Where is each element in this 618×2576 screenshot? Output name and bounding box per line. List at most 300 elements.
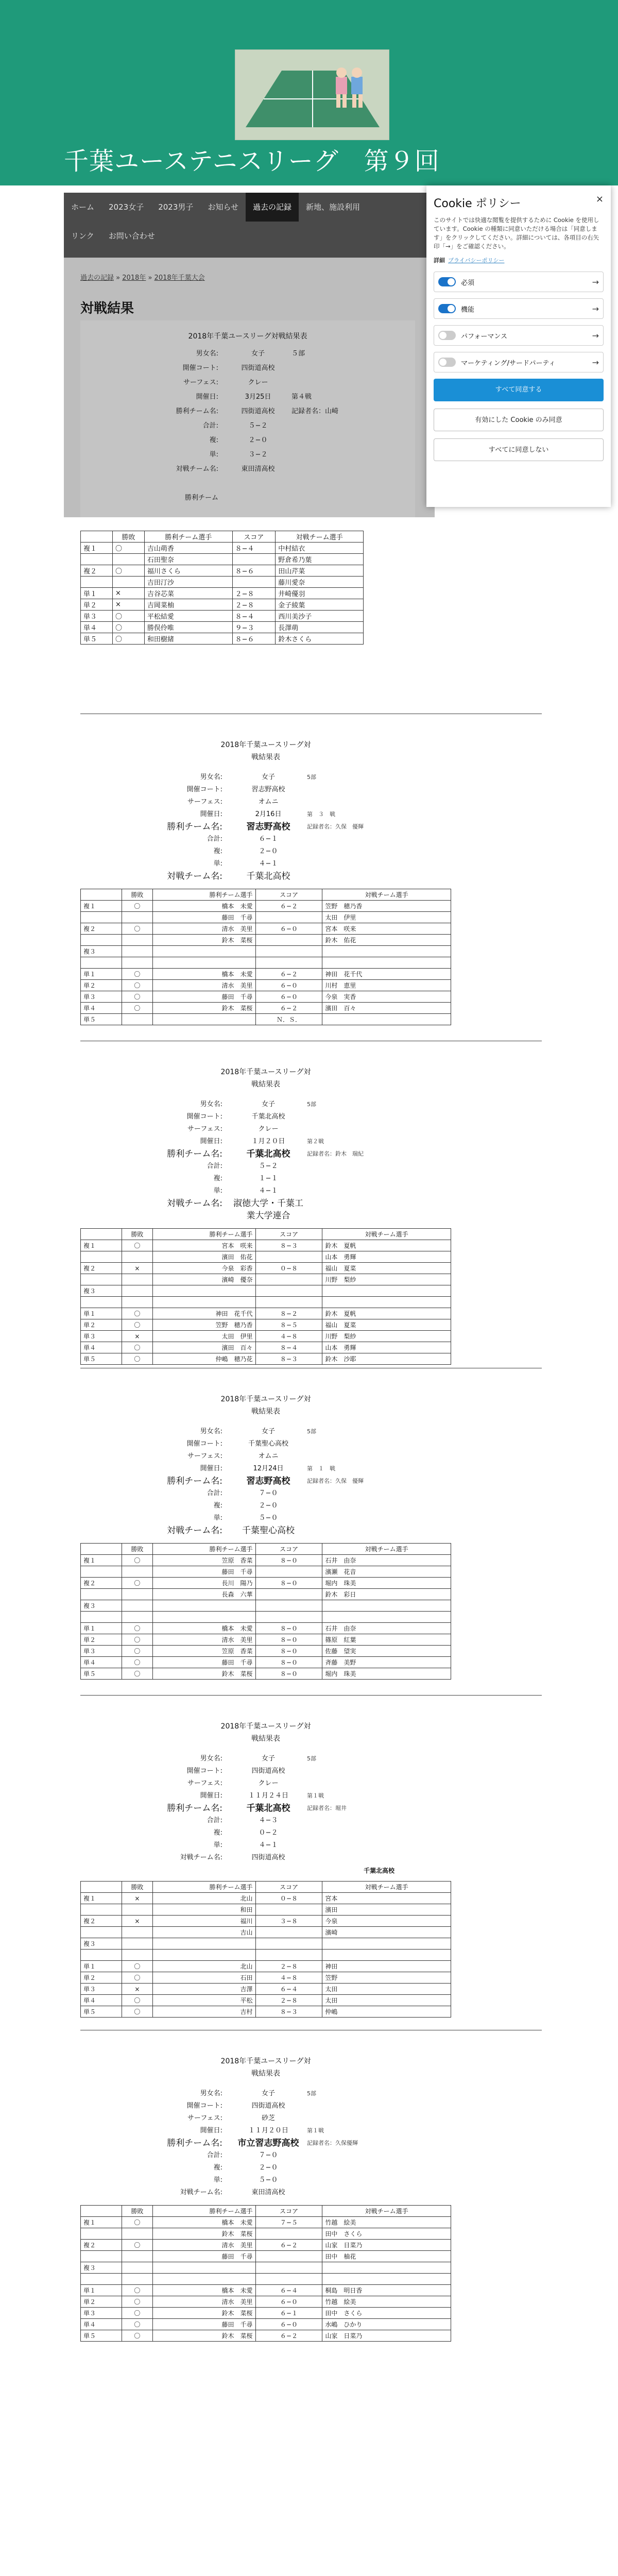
match-info-label: サーフェス: [187,1780,222,1787]
table-cell: Ｎ．Ｓ． [255,1014,322,1025]
match-info-label: サーフェス: [187,798,222,806]
accept-all-button[interactable]: すべて同意する [434,379,604,401]
match-info-value: ４−１ [259,1841,278,1849]
table-row [81,1612,451,1623]
cookie-toggle[interactable] [438,358,456,367]
match-info-row [80,2187,451,2199]
table-cell [152,1600,255,1612]
match-table [80,1881,451,2018]
match-info-value: 女子 [261,1755,275,1762]
match-info-row [80,1524,451,1537]
match-info-note: 第 １ 戦 [307,1465,335,1472]
table-cell: 〇 [122,1668,152,1680]
match-info-value: 東田清高校 [251,2189,285,2196]
table-header: 勝利チーム選手 [152,2206,255,2217]
table-row [81,1566,451,1578]
table-cell: 福川さくら [144,565,232,577]
table-cell: 単２ [81,1634,122,1646]
nav-item-contact[interactable]: お問い合わせ [108,231,155,241]
table-cell [122,1927,152,1938]
table-header [81,1229,122,1240]
match-info-note: 記録者名：久保 優輝 [307,823,364,830]
nav-item-facilities[interactable]: 新地、施設利用 [305,202,360,212]
table-cell: 太田 [322,1995,451,2006]
table-cell [81,1950,122,1961]
table-cell: 金子綾葉 [276,599,364,611]
table-cell: 山家 日菜乃 [322,2330,451,2342]
cookie-toggle[interactable] [438,331,456,340]
match-info-value: ５−０ [259,1514,278,1522]
table-cell: 〇 [122,2308,152,2319]
nav-item-links[interactable]: リンク [71,231,94,241]
table-cell: 〇 [122,1961,152,1972]
match-result [80,1066,451,1365]
table-cell: 〇 [122,2285,152,2296]
table-cell [152,1950,255,1961]
site-title[interactable]: 千葉ユーステニスリーグ 第９回 [64,147,440,176]
table-cell: 単４ [81,2319,122,2330]
table-cell [81,1566,122,1578]
table-cell: 鈴木 菜桜 [152,2228,255,2240]
table-cell: 清水 美里 [152,2296,255,2308]
table-cell [322,946,451,957]
table-cell: ４−８ [255,1331,322,1342]
table-cell [255,1600,322,1612]
table-cell [232,554,276,565]
table-cell: 単３ [81,1331,122,1342]
table-header [81,1882,122,1893]
table-cell: 単１ [81,2285,122,2296]
table-cell [122,1274,152,1285]
table-cell [255,1297,322,1308]
table-cell: 今泉 実香 [322,991,451,1003]
table-cell: 清水 美里 [152,980,255,991]
table-cell: 吉岡菜柚 [144,599,232,611]
cookie-category[interactable] [434,352,604,372]
table-cell [255,1904,322,1916]
table-cell: 単４ [81,622,113,633]
table-cell: × [122,1331,152,1342]
table-header: スコア [255,889,322,901]
table-cell: 単５ [81,1014,122,1025]
match-info-label: サーフェス: [187,1125,222,1133]
breadcrumb-item[interactable]: 過去の記録 [80,274,114,282]
match-info-label: 開催日: [200,1465,222,1472]
summary-note: 記録者名：山崎 [291,408,339,415]
table-cell: 複３ [81,1938,122,1950]
summary-label: 男女名: [196,350,218,358]
table-header-row [81,889,451,901]
table-row [81,554,364,565]
table-cell: 〇 [122,1308,152,1319]
nav-item-2023-women[interactable]: 2023女子 [109,202,144,212]
table-header: スコア [255,1882,322,1893]
table-cell [122,2251,152,2262]
table-row [81,2217,451,2228]
table-cell: 野倉希乃葉 [276,554,364,565]
match-info-value: １月２０日 [251,1138,285,1145]
table-cell [255,2251,322,2262]
table-cell: 北山 [152,1961,255,1972]
table-cell: 太田 伊里 [322,912,451,923]
match-table [80,889,451,1025]
match-info-value: ７−０ [259,1489,278,1497]
table-cell: 鈴木 沙耶 [322,1353,451,1365]
table-cell: 川野 梨紗 [322,1331,451,1342]
match-info-value: 市立習志野高校 [237,2138,299,2148]
table-cell: 鈴木 菜桜 [152,2308,255,2319]
table-cell [255,1612,322,1623]
table-cell: ６−４ [255,1984,322,1995]
close-icon[interactable]: × [595,194,604,205]
table-cell: 斉藤 美野 [322,1657,451,1668]
table-cell [122,2262,152,2274]
table-cell: 〇 [122,901,152,912]
match-info-row [80,1500,451,1512]
match-info-value: 千葉聖心高校 [248,1440,288,1448]
table-cell: ０−８ [255,1893,322,1904]
table-cell [152,1014,255,1025]
match-result [80,2056,451,2342]
table-cell [122,1566,152,1578]
arrow-right-icon[interactable]: → [592,303,599,314]
table-header: 対戦チーム選手 [322,2206,451,2217]
match-info-label: 複: [213,2164,222,2172]
match-info-label: 男女名: [200,2090,222,2097]
table-cell: 単４ [81,1342,122,1353]
table-row [81,1240,451,1251]
match-info-note: 5部 [307,2090,316,2097]
table-cell [81,1589,122,1600]
table-cell: 笠原 香菜 [152,1555,255,1566]
table-row [81,1319,451,1331]
table-cell [255,912,322,923]
match-info-note: 第１戦 [307,2127,324,2134]
table-cell [255,2274,322,2285]
table-cell: 複２ [81,2240,122,2251]
table-row [81,1578,451,1589]
reject-all-button[interactable]: すべてに同意しない [434,438,604,461]
match-subtitle: 戦結果表 [251,2070,280,2078]
match-info-label: 単: [213,1514,222,1522]
match-info-label: サーフェス: [187,1452,222,1460]
summary-note: ５部 [291,350,305,358]
table-row [81,1916,451,1927]
match-info-value: 2月16日 [255,810,282,818]
summary-value: 女子 [251,350,265,358]
match-result [80,739,451,1025]
table-cell: ８−０ [255,1668,322,1680]
table-cell [322,957,451,969]
site-logo[interactable] [235,49,389,140]
table-cell: 複１ [81,1555,122,1566]
match-info-row [80,1173,451,1185]
match-info-note: 5部 [307,774,316,781]
table-cell: 宮本 咲来 [322,923,451,935]
table-cell: × [122,1263,152,1274]
table-cell: 藤田 千尋 [152,1657,255,1668]
table-cell: 平松 [152,1995,255,2006]
table-cell: 〇 [122,969,152,980]
table-row [81,1950,451,1961]
table-cell [122,1589,152,1600]
summary-label: 単: [209,451,218,459]
summary-note [291,421,394,431]
match-info-row [80,1790,451,1802]
match-table [80,1228,451,1365]
match-info-note [307,1450,436,1463]
table-row [81,1927,451,1938]
match-info-label: 単: [213,1187,222,1195]
table-cell: 〇 [122,2296,152,2308]
match-info-row [80,1765,451,1777]
cookie-toggle[interactable] [438,304,456,313]
table-cell: 長澤萌 [276,622,364,633]
match-info-row [80,833,451,845]
cookie-category[interactable] [434,298,604,319]
table-cell: 複１ [81,543,113,554]
table-cell [152,1938,255,1950]
table-cell: 桐島 明日香 [322,2285,451,2296]
summary-row [152,364,394,373]
summary-note [291,450,394,460]
table-cell: 〇 [122,1342,152,1353]
table-cell: ８−０ [255,1578,322,1589]
summary-value: 東田清高校 [241,465,275,473]
match-title: 2018年千葉ユースリーグ対 [220,1395,311,1403]
table-header-row [81,1544,451,1555]
match-info-note [307,845,436,858]
table-header: スコア [255,1544,322,1555]
match-info-value: クレー [258,1125,279,1133]
match-title: 2018年千葉ユースリーグ対 [220,1722,311,1731]
table-cell [255,1927,322,1938]
match-info-label: 勝利チーム名: [167,822,222,832]
table-cell: 鈴木 佑花 [322,935,451,946]
match-info-note [307,858,436,870]
match-info-row [80,2162,451,2174]
table-cell: ６−２ [255,969,322,980]
table-cell: 川村 恵里 [322,980,451,991]
table-cell [152,1612,255,1623]
table-cell: ３−８ [255,1916,322,1927]
table-cell [255,946,322,957]
summary-row [152,378,394,387]
match-info-row [80,2149,451,2162]
table-cell: 吉澤 [152,1984,255,1995]
accept-selected-button[interactable]: 有効にした Cookie のみ同意 [434,409,604,431]
summary-value: 四街道高校 [241,364,275,372]
match-info-value: 四街道高校 [251,1767,285,1775]
table-cell [152,2262,255,2274]
table-row [81,2319,451,2330]
match-info-label: サーフェス: [187,2114,222,2122]
match-info-value: ２−０ [259,1502,278,1510]
match-info-value: ４−１ [259,1187,278,1195]
match-info-value: 12月24日 [253,1465,284,1472]
match-info-row [80,1827,451,1839]
table-cell: 〇 [122,991,152,1003]
table-row [81,1331,451,1342]
table-header: スコア [255,2206,322,2217]
table-row [81,1263,451,1274]
table-cell: 〇 [122,1657,152,1668]
match-info-label: 男女名: [200,1100,222,1108]
table-header [81,2206,122,2217]
table-cell [255,1285,322,1297]
cookie-category[interactable] [434,272,604,292]
match-info-label: 複: [213,1502,222,1510]
arrow-right-icon[interactable]: → [592,357,599,367]
table-cell: 複２ [81,1578,122,1589]
match-info-row [80,2100,451,2112]
table-cell [322,1297,451,1308]
table-cell [255,935,322,946]
match-info-label: 勝利チーム名: [167,1476,222,1486]
cookie-category[interactable] [434,325,604,346]
summary-label: 開催コート: [182,364,218,372]
table-row [81,2308,451,2319]
table-header: 勝利チーム選手 [144,531,232,543]
breadcrumb-item[interactable]: 2018年 [122,274,146,282]
table-cell: 複３ [81,2262,122,2274]
cookie-dialog [426,185,611,507]
match-info-label: 開催コート: [186,786,222,793]
table-header-row [81,1882,451,1893]
match-info-note [307,833,436,845]
cookie-category-label: 必須 [461,279,475,287]
table-cell: ８−３ [255,1240,322,1251]
match-info-row [80,771,451,784]
match-info-value: ４−３ [259,1817,278,1824]
table-row [81,633,364,645]
table-row [81,2006,451,2018]
table-header: スコア [255,1229,322,1240]
privacy-policy-link[interactable]: プライバシーポリシー [448,257,505,264]
table-cell: 単２ [81,2296,122,2308]
table-header: 対戦チーム選手 [322,1882,451,1893]
match-info-label: 勝利チーム名: [167,2138,222,2148]
match-info-label: 単: [213,1841,222,1849]
match-info-label: 勝利チーム名: [167,1149,222,1159]
table-row [81,2251,451,2262]
table-cell: 複１ [81,1240,122,1251]
table-cell [255,1274,322,1285]
table-cell: 〇 [112,611,144,622]
summary-value: 四街道高校 [241,408,275,415]
table-cell [255,1938,322,1950]
table-cell: ０−８ [255,1263,322,1274]
table-cell: 福山 夏菜 [322,1263,451,1274]
match-info-value: 千葉北高校 [246,1803,290,1814]
arrow-right-icon[interactable]: → [592,330,599,341]
table-cell [81,935,122,946]
table-cell: 石井 由奈 [322,1623,451,1634]
table-cell: 複１ [81,901,122,912]
table-row [81,1623,451,1634]
table-cell: ２−８ [255,1961,322,1972]
nav-item-past-records[interactable]: 過去の記録 [246,193,299,222]
table-cell: 単１ [81,1623,122,1634]
cookie-toggle[interactable] [438,277,456,286]
table-cell: 〇 [122,1578,152,1589]
table-row [81,1014,451,1025]
match-info-value: 習志野高校 [246,822,290,832]
table-cell: 〇 [112,565,144,577]
match-info-value: ７−０ [259,2151,278,2159]
table-row [81,1634,451,1646]
table-row [81,2274,451,2285]
table-cell [122,2274,152,2285]
table-cell: 宮本 [322,1893,451,1904]
table-cell: 仲嶋 [322,2006,451,2018]
match-info-row [80,858,451,870]
match-info-note: 5部 [307,1755,316,1762]
table-cell: 笠野 穂乃香 [322,901,451,912]
table-cell [122,2228,152,2240]
table-cell: 清水 美里 [152,2240,255,2251]
match-info-value: ５−０ [259,2176,278,2184]
match-info-value: １−１ [259,1175,278,1182]
table-cell: 複２ [81,1263,122,1274]
match-info-label: 合計: [207,1817,222,1824]
match-info-label: 合計: [207,1162,222,1170]
table-cell: × [112,599,144,611]
table-cell: 〇 [122,2217,152,2228]
summary-label: 対戦チーム名: [176,465,218,473]
match-info-row [80,1475,451,1487]
match-info-label: 対戦チーム名: [180,2189,222,2196]
match-info-label: 単: [213,2176,222,2184]
match-info-label: 複: [213,848,222,855]
table-cell: 単２ [81,599,113,611]
table-row [81,2330,451,2342]
table-cell: ６−２ [255,901,322,912]
table-row [81,1646,451,1657]
nav-item-home[interactable]: ホーム [71,202,95,212]
match-info-label: 単: [213,860,222,868]
match-info-value: 女子 [261,1428,275,1435]
table-cell: 堀内 珠美 [322,1578,451,1589]
table-cell: 今泉 [322,1916,451,1927]
breadcrumb-item[interactable]: 2018年千葉大会 [154,274,205,282]
table-cell: 〇 [122,980,152,991]
table-cell: ８−４ [255,1342,322,1353]
summary-label: 複: [209,436,218,444]
table-cell: 濱田 [322,1904,451,1916]
table-cell: 藤田 千尋 [152,1566,255,1578]
table-row [81,1600,451,1612]
match-info-note [307,1197,436,1222]
table-cell: × [122,1916,152,1927]
table-cell [322,1938,451,1950]
table-header: 対戦チーム選手 [322,889,451,901]
match-info-row [80,1098,451,1111]
match-info-note [307,1777,436,1790]
table-cell: 複３ [81,1600,122,1612]
table-cell: 単５ [81,2330,122,2342]
table-cell: ８−０ [255,1555,322,1566]
match-title: 2018年千葉ユースリーグ対 [220,1068,311,1076]
nav-item-2023-men[interactable]: 2023男子 [158,202,194,212]
table-cell: 神田 花千代 [322,969,451,980]
table-header-row [81,2206,451,2217]
table-row [81,969,451,980]
table-cell: 濱田 百々 [322,1003,451,1014]
nav-item-news[interactable]: お知らせ [208,202,238,212]
arrow-right-icon[interactable]: → [592,277,599,287]
summary-row [152,436,394,445]
